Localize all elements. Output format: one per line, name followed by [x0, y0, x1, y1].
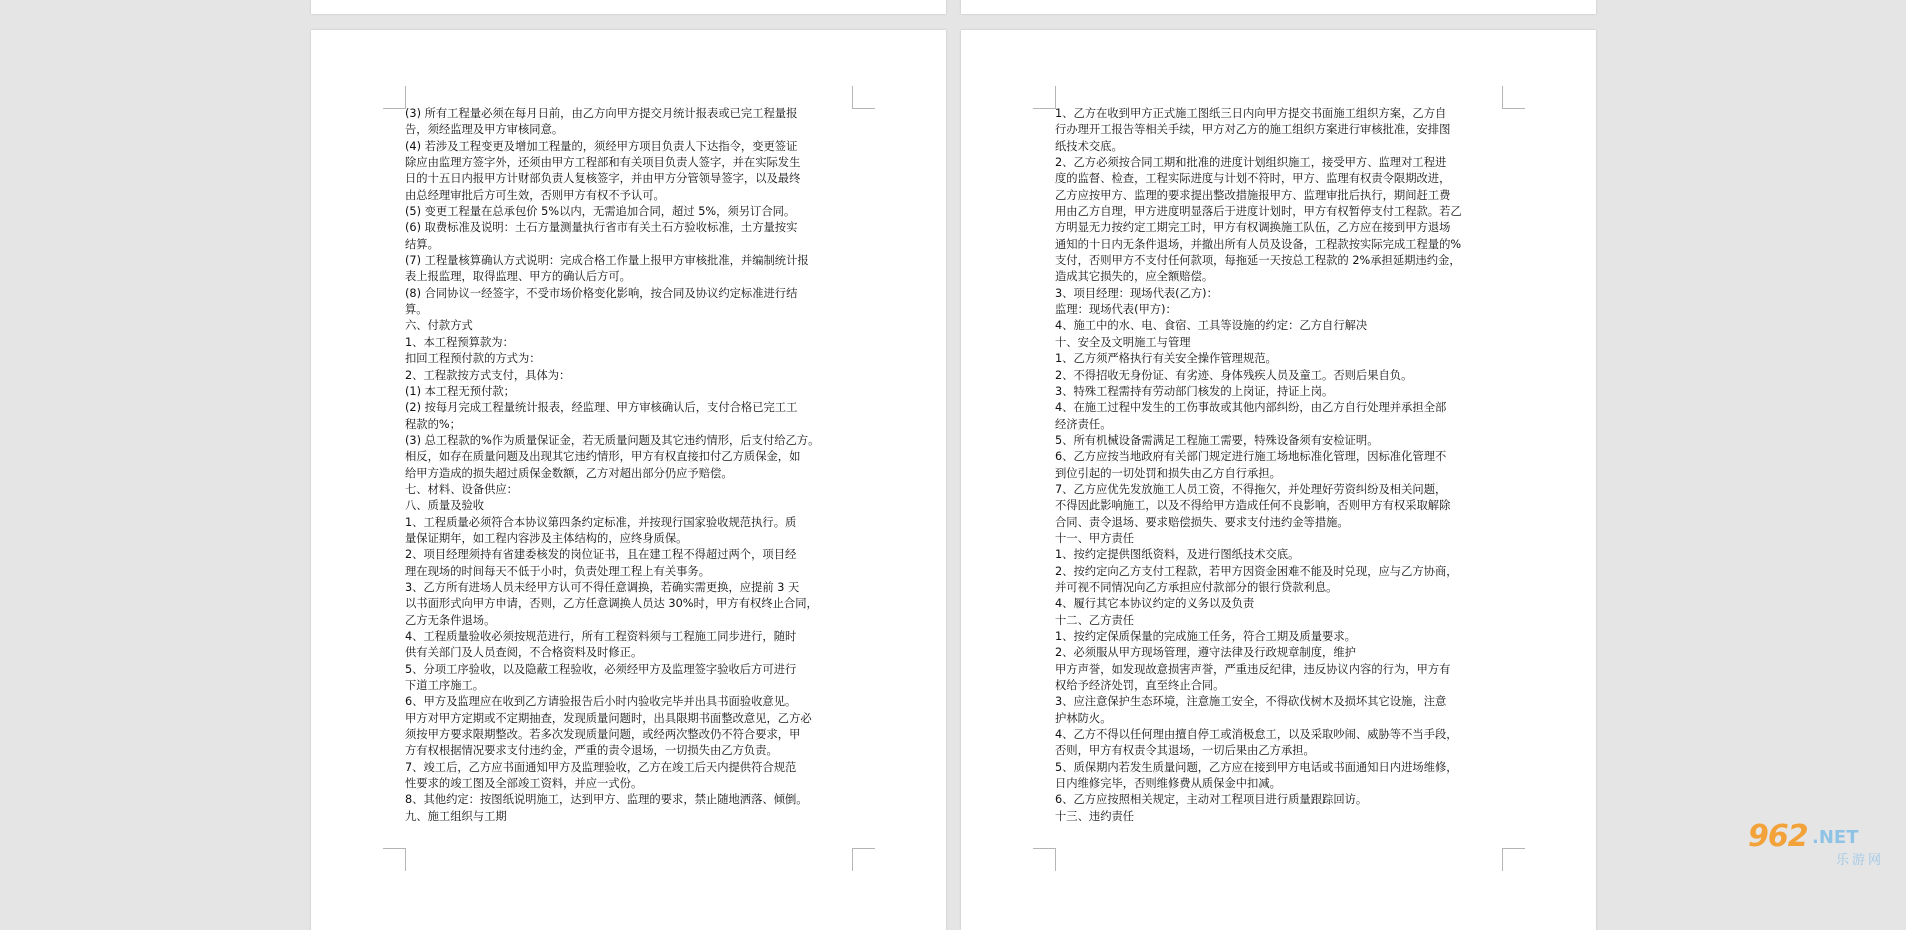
previous-page-left [311, 0, 946, 14]
text-line: 理在现场的时间每天不低于小时，负责处理工程上有关事务。 [405, 564, 711, 578]
text-line: 用由乙方自理，甲方进度明显落后于进度计划时，甲方有权暂停支付工程款。若乙 [1055, 205, 1462, 219]
text-line: 日的十五日内报甲方计财部负责人复核签字，并由甲方分管领导签字，以及最终 [405, 172, 801, 186]
text-line: (1) 本工程无预付款； [405, 384, 515, 398]
crop-mark-top-right [1502, 86, 1525, 109]
text-line: 九、施工组织与工期 [405, 809, 507, 823]
text-line: 十三、违约责任 [1055, 809, 1135, 823]
text-line: 乙方应按甲方、监理的要求提出整改措施报甲方、监理审批后执行，期间赶工费 [1055, 188, 1451, 202]
text-line: 5、所有机械设备需满足工程施工需要，特殊设备须有安检证明。 [1055, 433, 1379, 447]
document-page-right [961, 30, 1596, 930]
text-line: 十一、甲方责任 [1055, 531, 1135, 545]
text-line: (7) 工程量核算确认方式说明：完成合格工作量上报甲方审核批准，并编制统计报 [405, 254, 809, 268]
text-line: 供有关部门及人员查阅，不合格资料及时修正。 [405, 646, 643, 660]
text-line: 1、乙方在收到甲方正式施工图纸三日内向甲方提交书面施工组织方案，乙方自 [1055, 107, 1447, 120]
text-line: 4、工程质量验收必须按规范进行，所有工程资料须与工程施工同步进行，随时 [405, 630, 797, 643]
watermark-domain: .NET [1812, 827, 1859, 848]
text-line: 表上报监理，取得监理、甲方的确认后方可。 [405, 270, 631, 284]
text-line: 6、甲方及监理应在收到乙方请验报告后小时内验收完毕并出具书面验收意见。 [405, 695, 797, 709]
text-line: 2、项目经理须持有省建委核发的岗位证书，且在建工程不得超过两个，项目经 [405, 548, 797, 562]
document-page-left [311, 30, 946, 930]
text-line: 十二、乙方责任 [1055, 613, 1135, 627]
text-line: 经济责任。 [1055, 417, 1112, 431]
crop-mark-top-right [852, 86, 875, 109]
text-line: 程款的%； [405, 417, 461, 431]
text-line: 1、乙方须严格执行有关安全操作管理规范。 [1055, 352, 1277, 366]
text-line: 合同、责令退场、要求赔偿损失、要求支付违约金等措施。 [1055, 515, 1349, 529]
text-line: 1、按约定保质保量的完成施工任务，符合工期及质量要求。 [1055, 630, 1356, 643]
text-line: 3、项目经理：现场代表(乙方)： [1055, 286, 1218, 300]
text-line: 告，须经监理及甲方审核同意。 [405, 123, 564, 137]
text-line: 3、应注意保护生态环境，注意施工安全，不得砍伐树木及损坏其它设施，注意 [1055, 695, 1447, 709]
watermark-site-name: 乐游网 [1836, 853, 1885, 868]
text-line: 结算。 [405, 237, 439, 251]
page-body-text [405, 106, 855, 825]
text-line: 通知的十日内无条件退场，并撤出所有人员及设备，工程款按实际完成工程量的% [1055, 237, 1462, 251]
text-line: (3) 总工程款的%作为质量保证金，若无质量问题及其它违约情形，后支付给乙方。 [405, 433, 820, 447]
text-line: 十、安全及文明施工与管理 [1055, 335, 1191, 349]
text-line: 以书面形式向甲方申请，否则，乙方任意调换人员达 30%时，甲方有权终止合同， [405, 597, 818, 611]
text-line: 造成其它损失的，应全额赔偿。 [1055, 270, 1214, 284]
text-line: 八、质量及验收 [405, 499, 485, 513]
text-line: 否则，甲方有权责令其退场，一切后果由乙方承担。 [1055, 744, 1315, 758]
text-line: 5、质保期内若发生质量问题，乙方应在接到甲方电话或书面通知日内进场维修， [1055, 760, 1458, 774]
text-line: 3、特殊工程需持有劳动部门核发的上岗证，持证上岗。 [1055, 384, 1334, 398]
text-line: (5) 变更工程量在总承包价 5%以内，无需追加合同，超过 5%，须另订合同。 [405, 205, 796, 219]
text-line: 度的监督、检查，工程实际进度与计划不符时，甲方、监理有权责令限期改进， [1055, 172, 1451, 186]
text-line: 由总经理审批后方可生效，否则甲方有权不予认可。 [405, 188, 665, 202]
text-line: 护林防火。 [1055, 711, 1112, 725]
text-line: (2) 按每月完成工程量统计报表，经监理、甲方审核确认后，支付合格已完工工 [405, 401, 798, 415]
page-body-text [1055, 106, 1505, 825]
text-line: 1、工程质量必须符合本协议第四条约定标准，并按现行国家验收规范执行。质 [405, 515, 797, 529]
text-line: 量保证期年，如工程内容涉及主体结构的，应终身质保。 [405, 531, 688, 545]
crop-mark-bottom-left [1033, 848, 1056, 871]
text-line: 算。 [405, 303, 428, 317]
text-line: 监理：现场代表(甲方)： [1055, 303, 1177, 317]
crop-mark-bottom-left [383, 848, 406, 871]
text-line: 方明显无力按约定工期完工时，甲方有权调换施工队伍，乙方应在接到甲方退场 [1055, 221, 1451, 235]
text-line: 1、本工程预算款为： [405, 335, 514, 349]
text-line: 六、付款方式 [405, 319, 473, 333]
text-line: 7、竣工后，乙方应书面通知甲方及监理验收，乙方在竣工后天内提供符合规范 [405, 760, 797, 774]
crop-mark-top-left [1033, 86, 1056, 109]
text-line: (3) 所有工程量必须在每月日前，由乙方向甲方提交月统计报表或已完工程量报 [405, 107, 798, 120]
text-line: 甲方对甲方定期或不定期抽查，发现质量问题时，出具限期书面整改意见，乙方必 [405, 711, 812, 725]
text-line: 4、履行其它本协议约定的义务以及负责 [1055, 597, 1255, 611]
text-line: 4、在施工过程中发生的工伤事故或其他内部纠纷，由乙方自行处理并承担全部 [1055, 401, 1447, 415]
text-line: 2、工程款按方式支付，具体为： [405, 368, 571, 382]
text-line: 6、乙方应按照相关规定，主动对工程项目进行质量跟踪回访。 [1055, 793, 1368, 807]
text-line: 甲方声誉，如发现故意损害声誉，严重违反纪律，违反协议内容的行为，甲方有 [1055, 662, 1451, 676]
site-watermark-logo [1748, 819, 1898, 869]
crop-mark-bottom-right [852, 848, 875, 871]
text-line: 2、不得招收无身份证、有劣迹、身体残疾人员及童工。否则后果自负。 [1055, 368, 1413, 382]
text-line: 性要求的竣工图及全部竣工资料，并应一式份。 [405, 777, 643, 791]
text-line: 2、必须服从甲方现场管理，遵守法律及行政规章制度，维护 [1055, 646, 1356, 660]
text-line: 2、按约定向乙方支付工程款，若甲方因资金困难不能及时兑现，应与乙方协商， [1055, 564, 1458, 578]
text-line: 给甲方造成的损失超过质保金数额，乙方对超出部分仍应予赔偿。 [405, 466, 733, 480]
text-line: 并可视不同情况向乙方承担应付款部分的银行贷款利息。 [1055, 580, 1338, 594]
text-line: 7、乙方应优先发放施工人员工资，不得拖欠，并处理好劳资纠纷及相关问题， [1055, 482, 1447, 496]
text-line: 方有权根据情况要求支付违约金，严重的责令退场，一切损失由乙方负责。 [405, 744, 778, 758]
text-line: 到位引起的一切处罚和损失由乙方自行承担。 [1055, 466, 1281, 480]
text-line: 8、其他约定：按图纸说明施工，达到甲方、监理的要求，禁止随地洒落、倾倒。 [405, 793, 808, 807]
text-line: 6、乙方应按当地政府有关部门规定进行施工场地标准化管理，因标准化管理不 [1055, 450, 1447, 464]
text-line: 4、乙方不得以任何理由擅自停工或消极怠工，以及采取吵闹、威胁等不当手段， [1055, 728, 1458, 742]
text-line: 不得因此影响施工，以及不得给甲方造成任何不良影响，否则甲方有权采取解除 [1055, 499, 1451, 513]
text-line: 1、按约定提供图纸资料，及进行图纸技术交底。 [1055, 548, 1300, 562]
crop-mark-top-left [383, 86, 406, 109]
text-line: 行办理开工报告等相关手续，甲方对乙方的施工组织方案进行审核批准，安排图 [1055, 123, 1451, 137]
text-line: (4) 若涉及工程变更及增加工程量的，须经甲方项目负责人下达指令，变更签证 [405, 139, 798, 153]
previous-page-right [961, 0, 1596, 14]
text-line: 日内维修完毕，否则维修费从质保金中扣减。 [1055, 777, 1281, 791]
text-line: 除应由监理方签字外，还须由甲方工程部和有关项目负责人签字，并在实际发生 [405, 156, 801, 170]
text-line: 2、乙方必须按合同工期和批准的进度计划组织施工，接受甲方、监理对工程进 [1055, 156, 1447, 170]
text-line: 扣回工程预付款的方式为： [405, 352, 541, 366]
crop-mark-bottom-right [1502, 848, 1525, 871]
watermark-number: 962 [1748, 819, 1808, 854]
text-line: (8) 合同协议一经签字，不受市场价格变化影响，按合同及协议约定标准进行结 [405, 286, 798, 300]
text-line: 4、施工中的水、电、食宿、工具等设施的约定：乙方自行解决 [1055, 319, 1368, 333]
text-line: 乙方无条件退场。 [405, 613, 496, 627]
text-line: 3、乙方所有进场人员未经甲方认可不得任意调换，若确实需更换，应提前 3 天 [405, 580, 800, 594]
text-line: 七、材料、设备供应： [405, 482, 518, 496]
text-line: 5、分项工序验收，以及隐蔽工程验收，必须经甲方及监理签字验收后方可进行 [405, 662, 797, 676]
text-line: 权给予经济处罚，直至终止合同。 [1055, 679, 1225, 693]
text-line: (6) 取费标准及说明：土石方量测量执行省市有关土石方验收标准，土方量按实 [405, 221, 798, 235]
text-line: 须按甲方要求限期整改。若多次发现质量问题，或经两次整改仍不符合要求，甲 [405, 728, 801, 742]
text-line: 纸技术交底。 [1055, 139, 1123, 153]
text-line: 支付，否则甲方不支付任何款项，每拖延一天按总工程款的 2%承担延期违约金， [1055, 254, 1461, 268]
text-line: 下道工序施工。 [405, 679, 485, 693]
text-line: 相反，如存在质量问题及出现其它违约情形，甲方有权直接扣付乙方质保金，如 [405, 450, 801, 464]
